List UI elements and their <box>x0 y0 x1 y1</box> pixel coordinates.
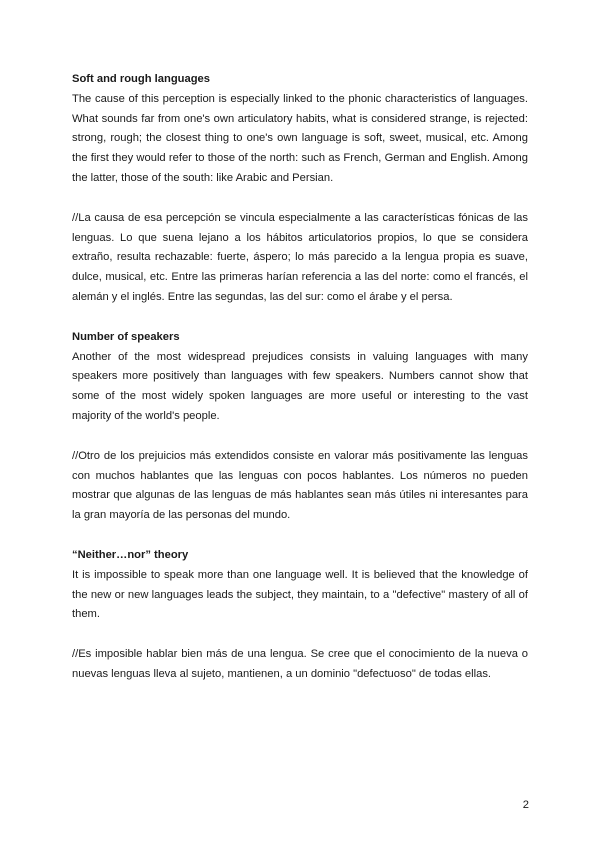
section-heading: Number of speakers <box>72 330 180 343</box>
paragraph-gap <box>72 427 528 447</box>
page-number: 2 <box>522 799 529 811</box>
section-soft-and-rough-languages <box>72 70 528 308</box>
section-gap <box>72 308 528 328</box>
section-number-of-speakers <box>72 328 528 526</box>
section-gap <box>72 526 528 546</box>
english-paragraph: Another of the most widespread prejudices consists in valuing languages with many speakers more positively than languages with few speakers. Numbers cannot show that some of the most widely spoken languages are more useful or interesting to the vast majority of the world's people. <box>72 350 528 422</box>
spanish-paragraph: //Otro de los prejuicios más extendidos consiste en valorar más positivamente las lenguas con muchos hablantes que las lenguas con pocos hablantes. Los números no pueden mostrar que algunas de las lenguas de más hablantes sean más útiles ni interesantes para la gran mayoría de las personas del mundo. <box>72 449 528 522</box>
section-neither-nor-theory <box>72 546 528 685</box>
section-heading: Soft and rough languages <box>72 73 210 85</box>
english-paragraph: The cause of this perception is especially linked to the phonic characteristics of languages. What sounds far from one's own articulatory habits, what is considered strange, is rejected: strong, rough; the closest thing to one's own language is soft, sweet, musical, etc. Among the first they would refer to those of the north: such as French, German and English. Among the latter, those of the south: like Arabic and Persian. <box>72 92 528 184</box>
page-content <box>72 70 528 685</box>
paragraph-gap <box>72 625 528 645</box>
paragraph-gap <box>72 189 528 209</box>
spanish-paragraph: //Es imposible hablar bien más de una lengua. Se cree que el conocimiento de la nueva o nuevas lenguas lleva al sujeto, mantienen, a un dominio "defectuoso" de todas ellas. <box>72 648 528 680</box>
section-heading: “Neither…nor” theory <box>72 548 189 561</box>
spanish-paragraph: //La causa de esa percepción se vincula especialmente a las características fónicas de las lenguas. Lo que suena lejano a los hábitos articulatorios propios, lo que se considera extraño, resulta rechazable: fuerte, áspero; lo más parecido a la lengua propia es suave, dulce, musical, etc. Entre las primeras harían referencia a las del norte: como el francés, el alemán y el inglés. Entre las segundas, las del sur: como el árabe y el persa. <box>72 211 528 303</box>
english-paragraph: It is impossible to speak more than one language well. It is believed that the knowledge of the new or new languages leads the subject, they maintain, to a "defective" mastery of all of them. <box>72 568 528 621</box>
